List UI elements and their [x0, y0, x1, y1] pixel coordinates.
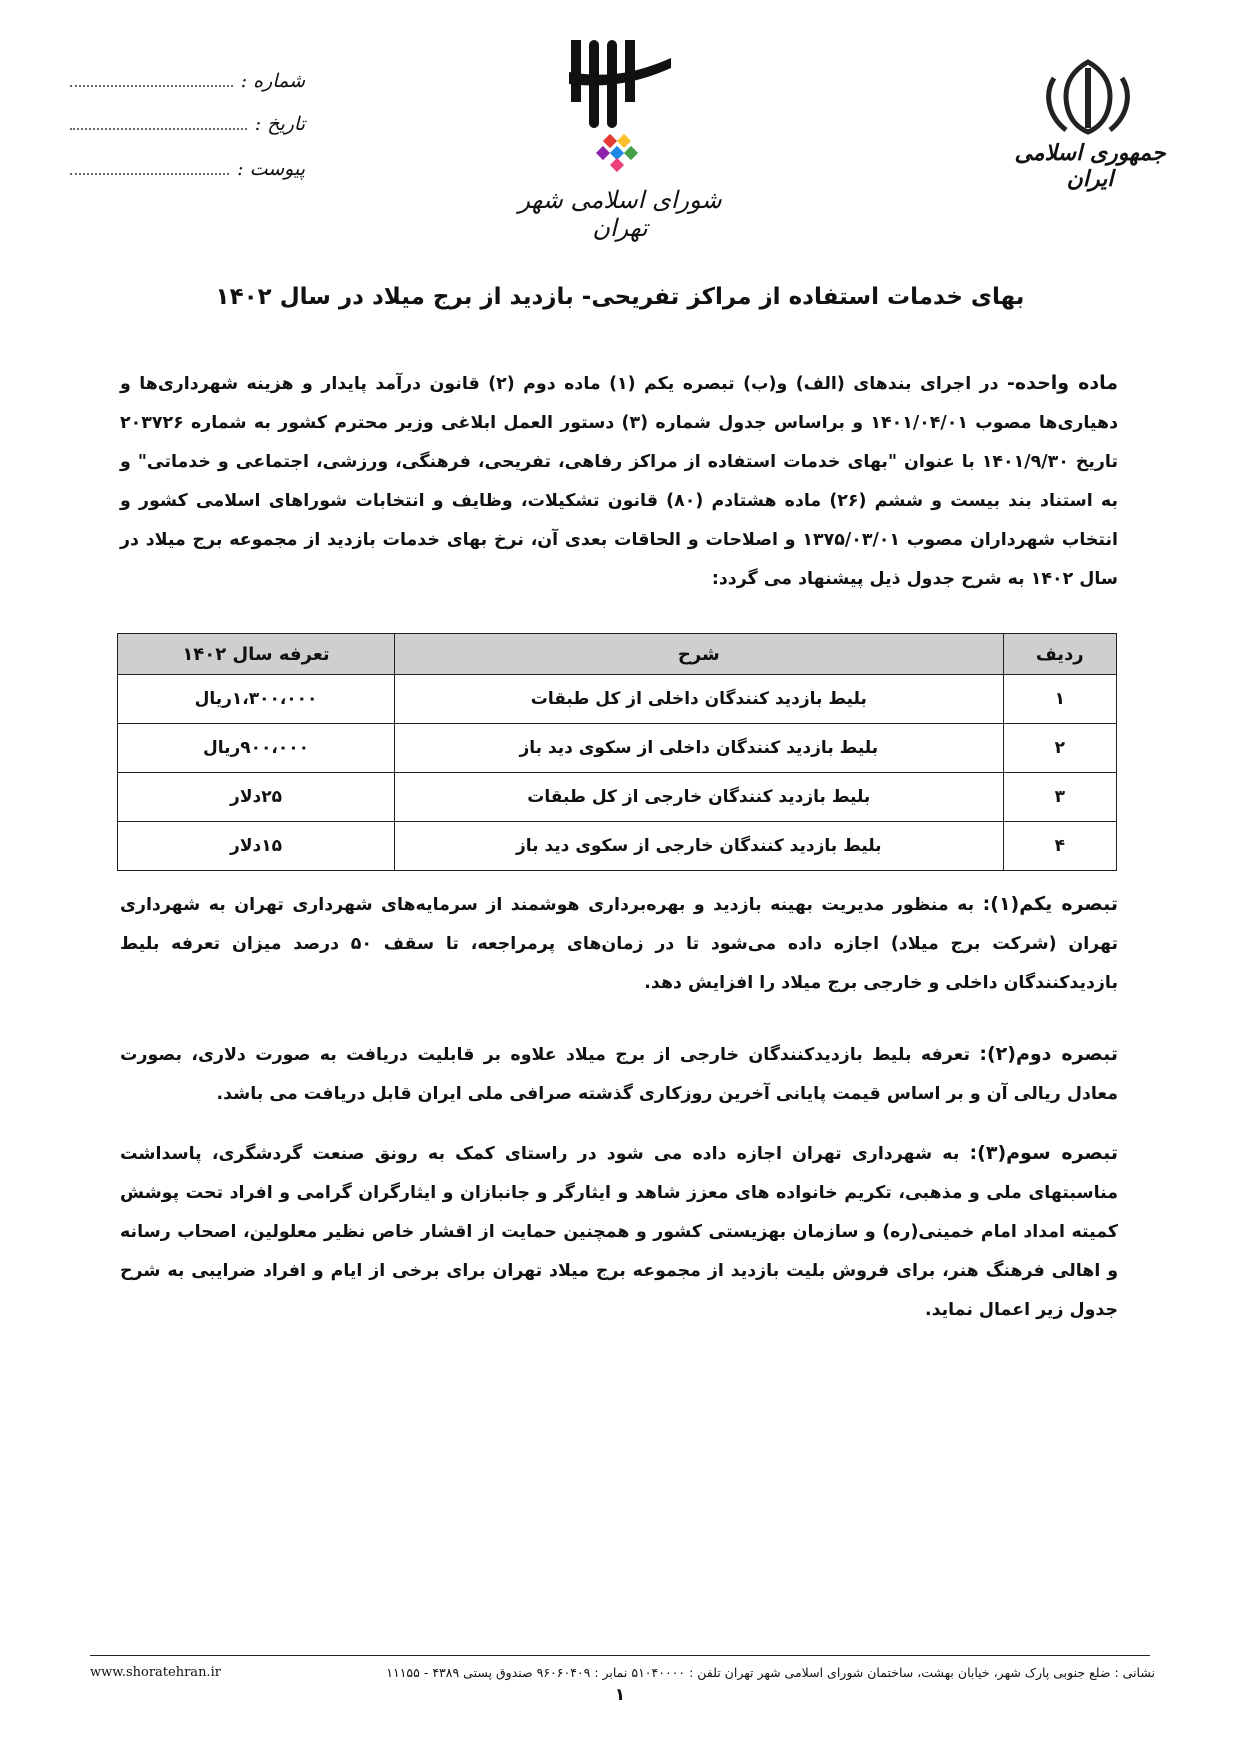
dotted-line [70, 85, 233, 87]
council-caption: شورای اسلامی شهر تهران [518, 186, 722, 242]
note-1-paragraph [120, 885, 1118, 1003]
row-number: ۴ [1003, 822, 1116, 871]
row-price: ۱،۳۰۰،۰۰۰ریال [118, 675, 395, 724]
tehran-council-logo-icon [565, 38, 675, 178]
note-1-text: به منظور مدیریت بهینه بازدید و بهره‌برداری هوشمند از سرمایه‌های شهرداری تهران به شهرداری تهران (شرکت برج میلاد) اجازه داده می‌شود تا در زمان‌های پرمراجعه، تا سقف ۵۰ درصد میزان تعرفه بلیط بازدیدکنندگان داخلی و خارجی برج میلاد را افزایش دهد. [120, 895, 1118, 993]
note-2-text: تعرفه بلیط بازدیدکنندگان خارجی از برج میلاد علاوه بر قابلیت دریافت به صورت دلاری، بصورت معادل ریالی آن و بر اساس قیمت پایانی آخرین روزکاری گذشته صرافی ملی ایران قابل دریافت می باشد. [120, 1045, 1118, 1104]
row-description: بلیط بازدید کنندگان خارجی از سکوی دید باز [395, 822, 1004, 871]
letter-attachment-field [70, 158, 305, 180]
letter-number-label: شماره : [240, 70, 305, 92]
tariff-table [117, 633, 1117, 871]
row-number: ۲ [1003, 724, 1116, 773]
table-row [118, 773, 1117, 822]
row-price: ۹۰۰،۰۰۰ریال [118, 724, 395, 773]
letter-date-field [70, 113, 305, 135]
row-price: ۲۵دلار [118, 773, 395, 822]
footer-divider [90, 1655, 1150, 1656]
main-article-paragraph [120, 364, 1118, 599]
header-tariff: تعرفه سال ۱۴۰۲ [118, 634, 395, 675]
dotted-line [70, 173, 229, 175]
document-title: بهای خدمات استفاده از مراکز تفریحی- بازدید از برج میلاد در سال ۱۴۰۲ [215, 284, 1025, 310]
row-number: ۱ [1003, 675, 1116, 724]
table-row [118, 822, 1117, 871]
note-3-lead: تبصره سوم(۳): [969, 1142, 1119, 1164]
table-row [118, 724, 1117, 773]
row-price: ۱۵دلار [118, 822, 395, 871]
letter-number-field [70, 70, 305, 92]
main-article-lead: ماده واحده- [1007, 372, 1118, 394]
iran-emblem-icon [1040, 58, 1136, 138]
letter-attachment-label: پیوست : [237, 158, 305, 180]
row-description: بلیط بازدید کنندگان داخلی از سکوی دید باز [395, 724, 1004, 773]
row-description: بلیط بازدید کنندگان داخلی از کل طبقات [395, 675, 1004, 724]
emblem-caption: جمهوری اسلامی ایران [1014, 140, 1166, 192]
header-description: شرح [395, 634, 1004, 675]
row-description: بلیط بازدید کنندگان خارجی از کل طبقات [395, 773, 1004, 822]
header-row-number: ردیف [1003, 634, 1116, 675]
main-article-text: در اجرای بندهای (الف) و(ب) تبصره یکم (۱) ماده دوم (۲) قانون درآمد پایدار و هزینه شهرداری‌ها و دهیاری‌ها مصوب ۱۴۰۱/۰۴/۰۱ و براساس جدول شماره (۳) دستور العمل ابلاغی وزیر محترم کشور به شماره ۲۰۳۷۲۶ تاریخ ۱۴۰۱/۹/۳۰ با عنوان "بهای خدمات استفاده از مراکز رفاهی، تفریحی، فرهنگی، ورزشی، اجتماعی و خدماتی" و به استناد بند بیست و ششم (۲۶) ماده هشتادم (۸۰) قانون تشکیلات، وظایف و انتخابات شوراهای اسلامی کشور و انتخاب شهرداران مصوب ۱۳۷۵/۰۳/۰۱ و اصلاحات و الحاقات بعدی آن، نرخ بهای خدمات بازدید از مجموعه برج میلاد در سال ۱۴۰۲ به شرح جدول ذیل پیشنهاد می گردد: [120, 374, 1119, 589]
footer-website: www.shoratehran.ir [90, 1665, 221, 1680]
dotted-line [70, 128, 247, 130]
note-3-text: به شهرداری تهران اجازه داده می شود در راستای کمک به رونق صنعت گردشگری، پاسداشت مناسبتهای ملی و مذهبی، تکریم خانواده های معزز شاهد و ایثارگر و جانبازان و ایثارگران گرامی و افراد تحت پوشش کمیته امداد امام خمینی(ره) و سازمان بهزیستی کشور و همچنین حمایت از اقشار خاص نظیر معلولین، اصحاب رسانه و اهالی فرهنگ هنر، برای فروش بلیت بازدید از مجموعه برج میلاد تهران برای برخی از ایام و افراد ضرایبی به شرح جدول زیر اعمال نماید. [120, 1144, 1118, 1320]
page-number: ۱ [614, 1685, 626, 1705]
note-2-lead: تبصره دوم(۲): [979, 1043, 1118, 1065]
table-header-row [118, 634, 1117, 675]
table-row [118, 675, 1117, 724]
note-1-lead: تبصره یکم(۱): [982, 893, 1118, 915]
note-3-paragraph [120, 1134, 1118, 1330]
letter-date-label: تاریخ : [254, 113, 305, 135]
footer-address: نشانی : ضلع جنوبی پارک شهر، خیابان بهشت، ساختمان شورای اسلامی شهر تهران تلفن : ۵۱۰۴۰۰۰۰ نمابر : ۹۶۰۶۰۴۰۹ صندوق پستی ۴۳۸۹ - ۱۱۱۵۵ [386, 1665, 1155, 1680]
note-2-paragraph [120, 1035, 1118, 1114]
row-number: ۳ [1003, 773, 1116, 822]
